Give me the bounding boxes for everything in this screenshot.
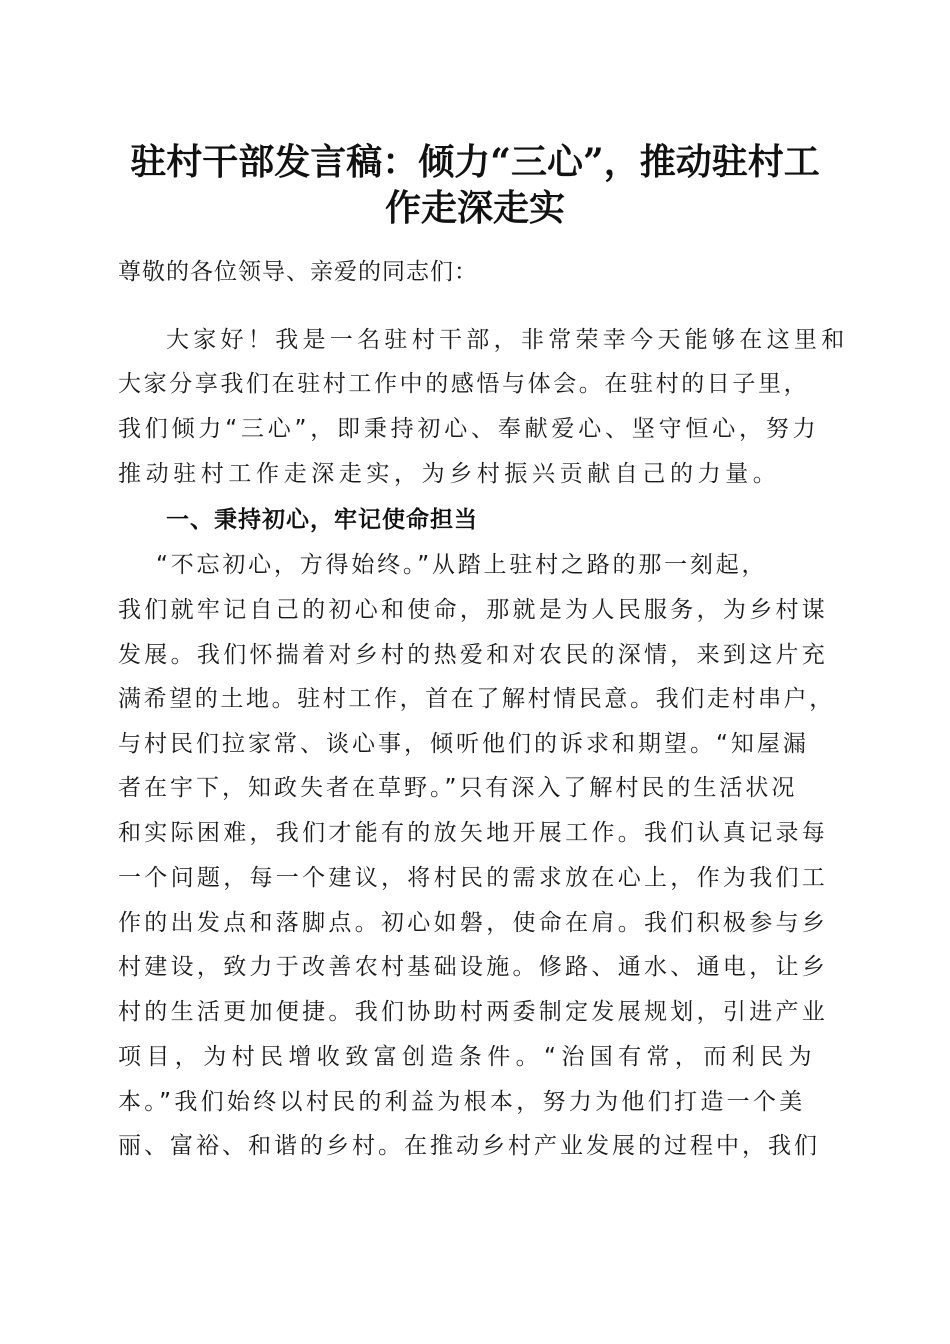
body-line-13: 本。”我们始终以村民的利益为根本，努力为他们打造一个美 (118, 1089, 806, 1115)
section-1-heading: 一、秉持初心，牢记使命担当 (166, 507, 478, 533)
body-line-1: “不忘初心，方得始终。”从踏上驻村之路的那一刻起， (156, 552, 768, 578)
intro-line-3: 我们倾力“三心”，即秉持初心、奉献爱心、坚守恒心，努力 (118, 416, 820, 442)
body-line-10: 村建设，致力于改善农村基础设施。修路、通水、通电，让乡 (118, 954, 829, 980)
body-line-8: 一个问题，每一个建议，将村民的需求放在心上，作为我们工 (118, 865, 829, 891)
intro-line-4: 推动驻村工作走深走实，为乡村振兴贡献自己的力量。 (118, 461, 781, 487)
document-title-line-2: 作走深走实 (384, 187, 565, 229)
intro-line-1: 大家好！我是一名驻村干部，非常荣幸今天能够在这里和 (166, 327, 849, 353)
body-line-9: 作的出发点和落脚点。初心如磐，使命在肩。我们积极参与乡 (118, 910, 829, 936)
body-line-4: 满希望的土地。驻村工作，首在了解村情民意。我们走村串户， (118, 686, 835, 712)
body-line-5: 与村民们拉家常、谈心事，倾听他们的诉求和期望。“知屋漏 (118, 731, 809, 757)
body-line-7: 和实际困难，我们才能有的放矢地开展工作。我们认真记录每 (118, 820, 829, 846)
document-title-line-1: 驻村干部发言稿：倾力“三心”，推动驻村工 (130, 141, 820, 183)
body-line-11: 村的生活更加便捷。我们协助村两委制定发展规划，引进产业 (118, 999, 829, 1025)
body-line-3: 发展。我们怀揣着对乡村的热爱和对农民的深情，来到这片充 (118, 642, 829, 668)
body-line-2: 我们就牢记自己的初心和使命，那就是为人民服务，为乡村谋 (118, 597, 829, 623)
intro-line-2: 大家分享我们在驻村工作中的感悟与体会。在驻村的日子里， (118, 371, 810, 397)
body-line-14: 丽、富裕、和谐的乡村。在推动乡村产业发展的过程中，我们 (118, 1133, 820, 1159)
body-line-12: 项目，为村民增收致富创造条件。“治国有常，而利民为 (118, 1044, 817, 1070)
salutation: 尊敬的各位领导、亲爱的同志们： (118, 259, 478, 285)
body-line-6: 者在宇下，知政失者在草野。”只有深入了解村民的生活状况 (118, 775, 798, 801)
